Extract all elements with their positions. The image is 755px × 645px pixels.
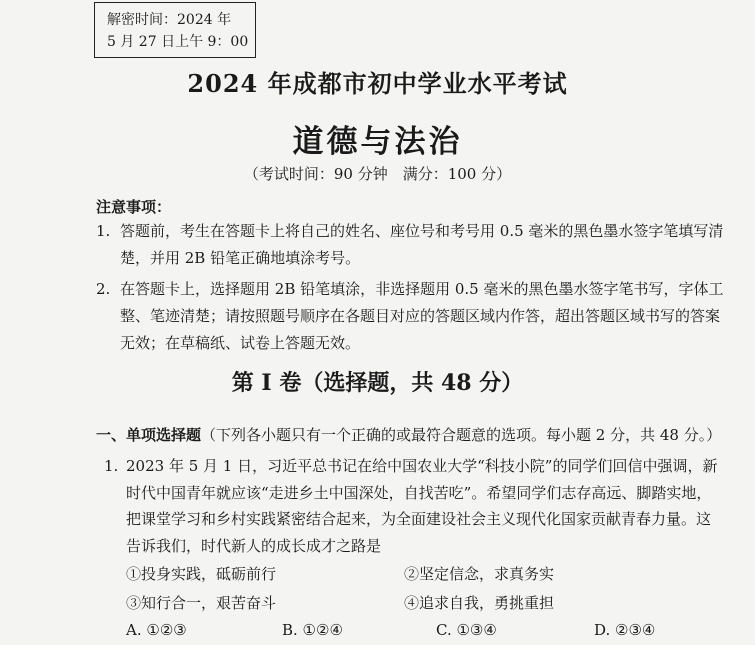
choice-c: C. ①③④ (436, 621, 497, 639)
statement-1: ①投身实践，砥砺前行 (126, 565, 277, 583)
section-title: 第 I 卷（选择题，共 48 分） (231, 370, 524, 396)
question-stem: 2023 年 5 月 1 日，习近平总书记在给中国农业大学“科技小院”的同学们回信中强调，新时代中国青年就应该“走进乡土中国深处，自找苦吃”。希望同学们志存高远、脚踏实地，把课堂学习和乡村实践紧密结合起来，为全面建设社会主义现代化国家贡献青春力量。这告诉我们，时代新人的成长成才之路是 (126, 457, 718, 555)
part-heading-label: 一、单项选择题 (96, 426, 202, 444)
subject-title: 道德与法治 (292, 124, 463, 160)
question-number: 1. (104, 457, 119, 475)
notice-item-number: 1. (96, 222, 111, 240)
choice-b: B. ①②④ (282, 621, 343, 639)
declassification-stamp (94, 2, 256, 58)
notice-item-text: 在答题卡上，选择题用 2B 铅笔填涂，非选择题用 0.5 毫米的黑色墨水签字笔书写，字体工整、笔迹清楚；请按照题号顺序在各题目对应的答题区域内作答，超出答题区域书写的答案无效；在草稿纸、试卷上答题无效。 (120, 280, 724, 352)
statement-4: ④追求自我，勇挑重担 (404, 594, 555, 612)
question-1 (104, 453, 724, 559)
exam-meta: （考试时间：90 分钟 满分：100 分） (243, 165, 512, 183)
stamp-line-1: 解密时间：2024 年 (107, 12, 232, 28)
notice-heading: 注意事项： (96, 198, 172, 216)
part-heading-desc: （下列各小题只有一个正确的或最符合题意的选项。每小题 2 分，共 48 分。） (201, 426, 722, 444)
statement-2: ②坚定信念，求真务实 (404, 565, 555, 583)
notice-item (96, 218, 726, 272)
exam-title: 2024 年成都市初中学业水平考试 (187, 69, 568, 98)
statement-3: ③知行合一，艰苦奋斗 (126, 594, 277, 612)
choice-d: D. ②③④ (594, 621, 656, 639)
choice-a: A. ①②③ (126, 621, 187, 639)
notice-item-number: 2. (96, 280, 111, 298)
stamp-line-2: 5 月 27 日上午 9：00 (107, 34, 249, 50)
part-heading (96, 424, 721, 445)
notice-item (96, 276, 726, 357)
notice-item-text: 答题前，考生在答题卡上将自己的姓名、座位号和考号用 0.5 毫米的黑色墨水签字笔填写清楚，并用 2B 铅笔正确地填涂考号。 (120, 222, 724, 267)
